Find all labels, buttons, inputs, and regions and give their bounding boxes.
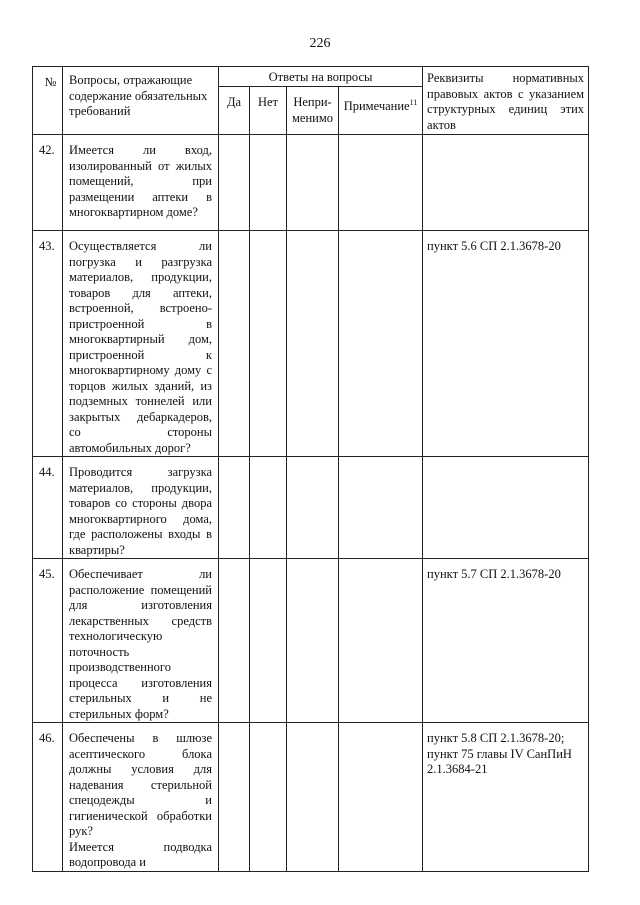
answer-no-cell bbox=[250, 457, 287, 559]
row-question: Обеспечивает ли расположение помещений для изготовления лекарственных средств технологическую поточность производственного процесса изготовления стерильных и не стерильных форм? bbox=[63, 559, 219, 723]
header-note: Примечание$^{11}$ bbox=[339, 87, 423, 135]
header-no: Нет bbox=[250, 87, 287, 135]
table-row bbox=[33, 135, 589, 231]
answer-yes-cell bbox=[219, 231, 250, 457]
answer-yes-cell bbox=[219, 457, 250, 559]
answer-no-cell bbox=[250, 231, 287, 457]
answer-na-cell bbox=[287, 457, 339, 559]
row-requisites bbox=[423, 457, 589, 559]
answer-note-cell bbox=[339, 559, 423, 723]
header-number: № bbox=[33, 67, 63, 135]
table-row bbox=[33, 231, 589, 457]
row-requisites: пункт 5.8 СП 2.1.3678-20; пункт 75 главы IV СанПиН 2.1.3684-21 bbox=[423, 723, 589, 872]
row-question: Имеется ли вход, изолированный от жилых помещений, при размещении аптеки в многоквартирном доме? bbox=[63, 135, 219, 231]
row-requisites: пункт 5.7 СП 2.1.3678-20 bbox=[423, 559, 589, 723]
answer-na-cell bbox=[287, 135, 339, 231]
answer-note-cell bbox=[339, 457, 423, 559]
row-number: 46. bbox=[33, 723, 63, 872]
answer-yes-cell bbox=[219, 559, 250, 723]
row-question: Проводится загрузка материалов, продукции, товаров со стороны двора многоквартирного дома, где расположены входы в квартиры? bbox=[63, 457, 219, 559]
header-row bbox=[33, 67, 589, 87]
answer-na-cell bbox=[287, 559, 339, 723]
row-requisites: пункт 5.6 СП 2.1.3678-20 bbox=[423, 231, 589, 457]
table-row bbox=[33, 723, 589, 872]
answer-yes-cell bbox=[219, 723, 250, 872]
row-number: 43. bbox=[33, 231, 63, 457]
answer-no-cell bbox=[250, 135, 287, 231]
header-requisites: Реквизиты нормативных правовых актов с указанием структурных единиц этих актов bbox=[423, 67, 589, 135]
answer-yes-cell bbox=[219, 135, 250, 231]
row-question-extra: Имеется подводка водопровода и bbox=[69, 839, 212, 869]
table-row bbox=[33, 559, 589, 723]
header-not-applicable: Непри- менимо bbox=[287, 87, 339, 135]
header-answers: Ответы на вопросы bbox=[219, 67, 423, 87]
answer-no-cell bbox=[250, 559, 287, 723]
answer-na-cell bbox=[287, 723, 339, 872]
answer-note-cell bbox=[339, 135, 423, 231]
table-row bbox=[33, 457, 589, 559]
row-question: Осуществляется ли погрузка и разгрузка материалов, продукции, товаров для аптеки, встроенной, встроено-пристроенной в многоквартирный дом, пристроенной к многоквартирному дому с торцов жилых зданий, из подземных тоннелей или закрытых дебаркадеров, со стороны автомобильных дорог? bbox=[63, 231, 219, 457]
row-number: 45. bbox=[33, 559, 63, 723]
answer-note-cell bbox=[339, 231, 423, 457]
checklist-table bbox=[32, 66, 589, 872]
answer-note-cell bbox=[339, 723, 423, 872]
row-requisites bbox=[423, 135, 589, 231]
header-yes: Да bbox=[219, 87, 250, 135]
row-number: 42. bbox=[33, 135, 63, 231]
answer-na-cell bbox=[287, 231, 339, 457]
row-question-text: Обеспечены в шлюзе асептического блока должны условия для надевания стерильной спецодежды и гигиенической обработки рук? bbox=[69, 731, 212, 838]
row-question bbox=[63, 723, 219, 872]
header-question: Вопросы, отражающие содержание обязательных требований bbox=[63, 67, 219, 135]
page-number: 226 bbox=[309, 36, 331, 51]
answer-no-cell bbox=[250, 723, 287, 872]
row-number: 44. bbox=[33, 457, 63, 559]
